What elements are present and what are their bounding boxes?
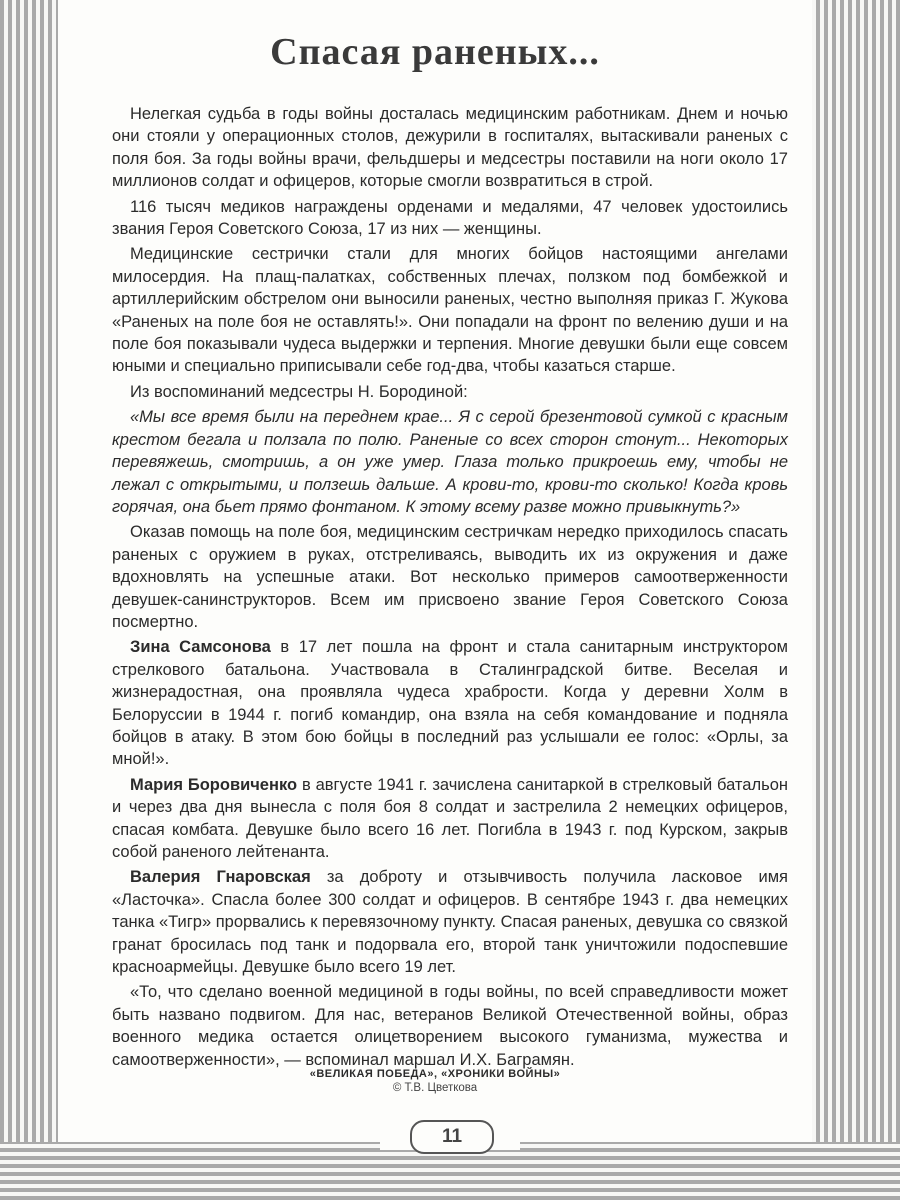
paragraph-text: «То, что сделано военной медициной в годы войны, по всей справедливости может быть названо подвигом. Для нас, ветеранов Великой Отечественной войны, образ военного медика остается олицетворением высокого гуманизма, мужества и самоотверженности», — вспоминал маршал И.Х. Баграмян.	[112, 983, 788, 1069]
heroine-name: Зина Самсонова	[130, 638, 271, 657]
paragraph	[112, 981, 788, 1071]
page-number: 11	[410, 1120, 494, 1154]
paragraph-text: в августе 1941 г. зачислена санитаркой в стрелковый батальон и через два дня вынесла с поля боя 8 солдат и застрелила 2 немецких офицеров, спасая комбата. Девушке было всего 16 лет. Погибла в 1943 г. под Курском, закрыв собой раненого лейтенанта.	[112, 775, 788, 861]
heroine-paragraph	[112, 636, 788, 770]
paragraph-text: Оказав помощь на поле боя, медицинским сестричкам нередко приходилось спасать раненых с оружием в руках, отстреливаясь, выводить их из окружения и даже вдохновлять на успешные атаки. Вот несколько примеров самоотверженности девушек-санинструкторов. Всем им присвоено звание Героя Советского Союза посмертно.	[112, 523, 788, 631]
quote-paragraph	[112, 406, 788, 518]
heroine-name: Мария Боровиченко	[130, 775, 298, 794]
paragraph-text: за доброту и отзывчивость получила ласковое имя «Ласточка». Спасла более 300 солдат и офицеров. В сентябре 1943 г. два немецких танка «Тигр» прорвались к перевязочному пункту. Спасая раненых, девушка со связкой гранат бросилась под танк и подорвала его, второй танк уничтожили подоспевшие красноармейцы. Девушке было всего 19 лет.	[112, 868, 789, 977]
paragraph-text: Нелегкая судьба в годы войны досталась медицинским работникам. Днем и ночью они стояли у операционных столов, дежурили в госпиталях, вытаскивали раненых с поля боя. За годы войны врачи, фельдшеры и медсестры поставили на ноги около 17 миллионов солдат и офицеров, которые смогли возвратиться в строй.	[112, 105, 788, 191]
paragraph	[112, 243, 788, 377]
right-stripe-border	[812, 0, 900, 1200]
quote-text: «Мы все время были на переднем крае... Я с серой брезентовой сумкой с красным крестом бегала и ползала по полю. Раненые со всех сторон стонут... Некоторых перевяжешь, смотришь, а он уже умер. Глаза только прикроешь ему, чтобы не лежал с открытыми, и ползешь дальше. А крови-то, крови-то сколько! Когда кровь горячая, она бьет прямо фонтаном. К этому всему разве можно привыкнуть?»	[112, 408, 788, 516]
paragraph-text: Из воспоминаний медсестры Н. Бородиной:	[130, 382, 468, 401]
heroine-paragraph	[112, 866, 788, 978]
paragraph	[112, 521, 788, 633]
paragraph-text: Медицинские сестрички стали для многих бойцов настоящими ангелами милосердия. На плащ-палатках, собственных плечах, ползком под бомбежкой и артиллерийским обстрелом они выносили раненых, честно выполняя приказ Г. Жукова «Раненых на поле боя не оставлять!». Они попадали на фронт по велению души и на поле боя показывали чудеса выдержки и терпения. Многие девушки были еще совсем юными и специально приписывали себе год-два, чтобы казаться старше.	[112, 245, 788, 376]
copyright: © Т.В. Цветкова	[392, 1082, 478, 1094]
heroine-name: Валерия Гнаровская	[130, 868, 311, 887]
paragraph	[112, 381, 788, 403]
paragraph	[112, 196, 788, 241]
page	[58, 0, 812, 1142]
page-title: Спасая раненых...	[270, 31, 600, 73]
footer	[58, 1068, 812, 1094]
paragraph	[112, 103, 788, 193]
heroine-paragraph	[112, 774, 788, 864]
page-number-area	[380, 1120, 520, 1150]
series-title: «ВЕЛИКАЯ ПОБЕДА», «ХРОНИКИ ВОЙНЫ»	[309, 1068, 561, 1080]
left-stripe-border	[0, 0, 58, 1200]
article-body	[112, 103, 788, 1074]
paragraph-text: 116 тысяч медиков награждены орденами и медалями, 47 человек удостоились звания Героя Советского Союза, 17 из них — женщины.	[112, 197, 788, 239]
paragraph-text: в 17 лет пошла на фронт и стала санитарным инструктором стрелкового батальона. Участвовала в Сталинградской битве. Веселая и жизнерадостная, она проявляла чудеса храбрости. Когда у деревни Холм в Белоруссии в 1944 г. погиб командир, она взяла на себя командование и подняла бойцов в атаку. В этом бою бойцы в последний раз услышали ее голос: «Орлы, за мной!».	[112, 638, 788, 769]
